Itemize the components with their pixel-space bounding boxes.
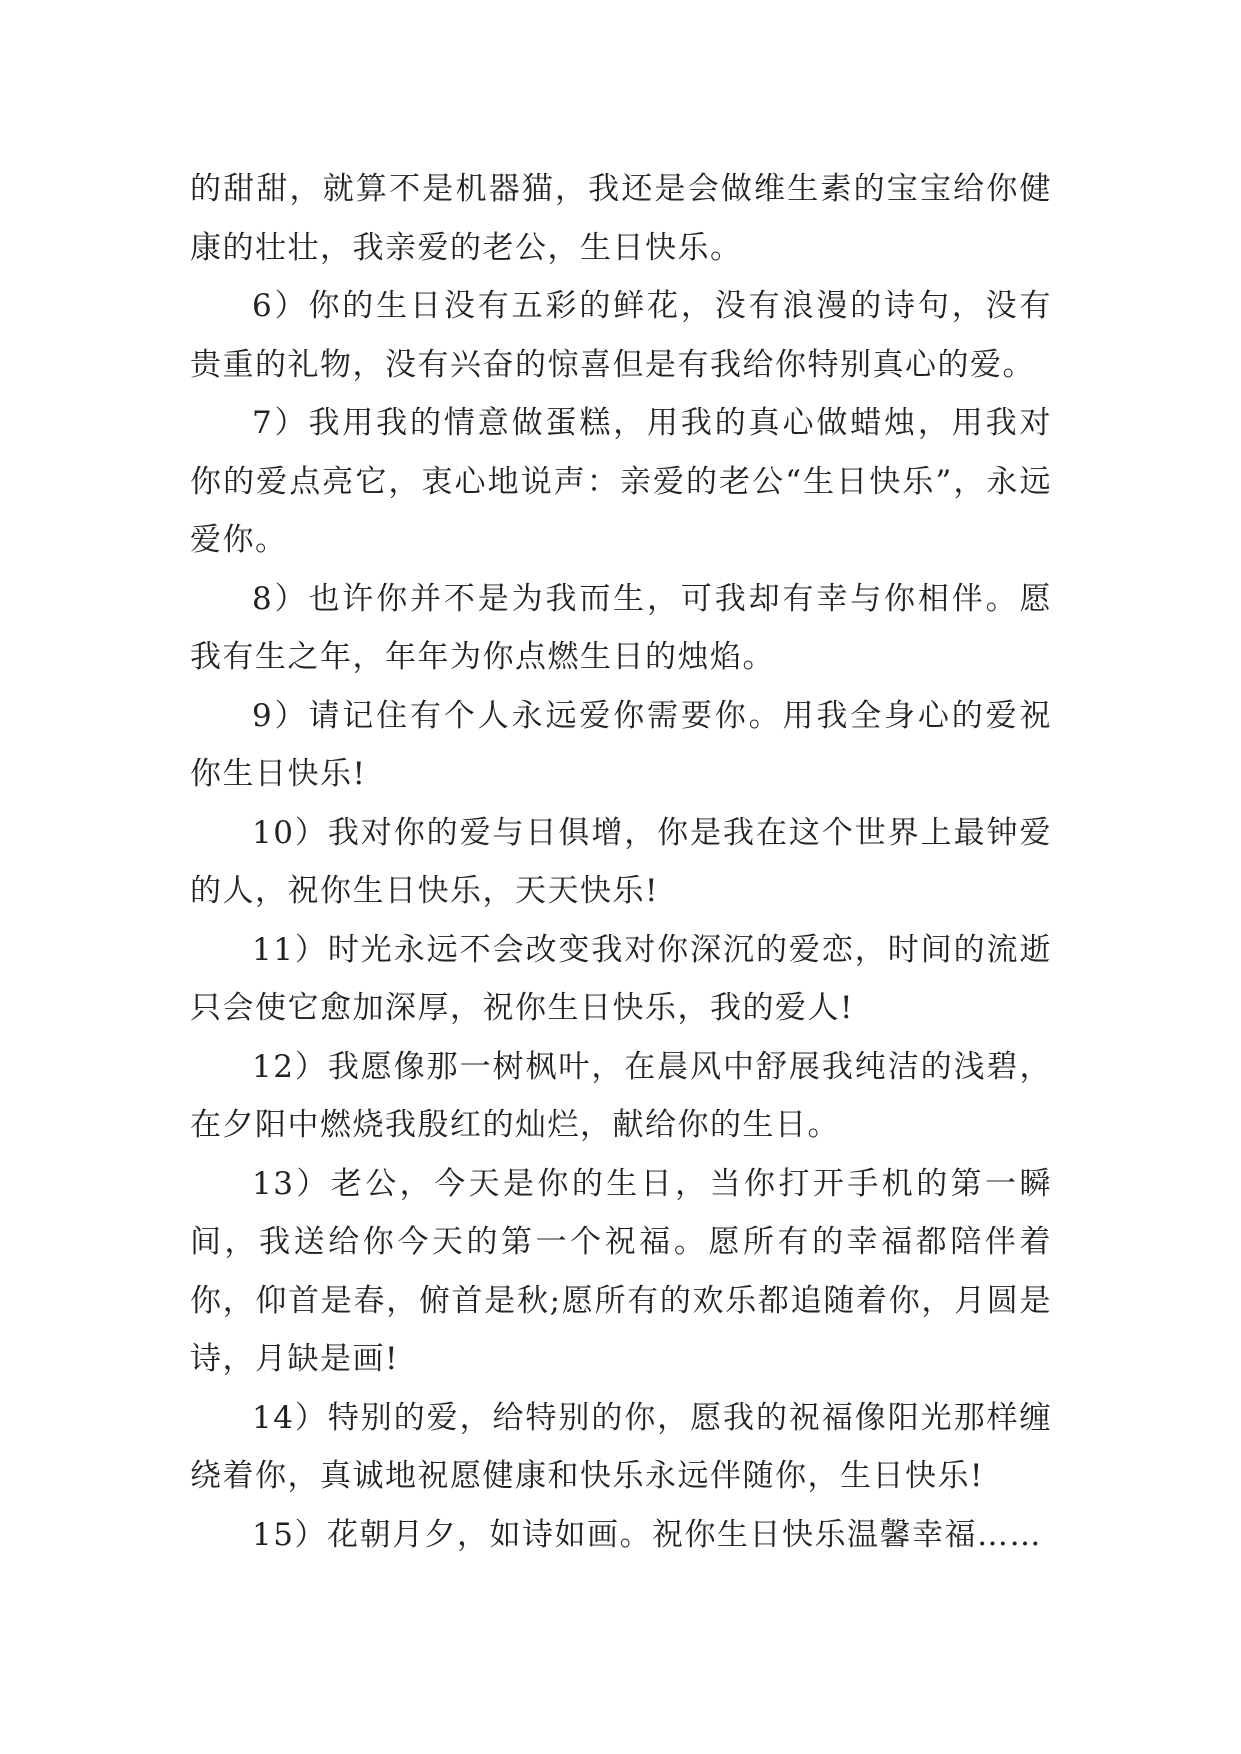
- paragraph-wish-12: 12）我愿像那一树枫叶，在晨风中舒展我纯洁的浅碧，在夕阳中燃烧我殷红的灿烂，献给你的生日。: [190, 1048, 1052, 1143]
- paragraph-continuation: 的甜甜，就算不是机器猫，我还是会做维生素的宝宝给你健康的壮壮，我亲爱的老公，生日快乐。: [190, 171, 1052, 266]
- document-body: [190, 160, 1052, 1564]
- paragraph-wish-13: 13）老公，今天是你的生日，当你打开手机的第一瞬间，我送给你今天的第一个祝福。愿所有的幸福都陪伴着你，仰首是春，俯首是秋;愿所有的欢乐都追随着你，月圆是诗，月缺是画!: [190, 1165, 1052, 1377]
- paragraph-wish-8: 8）也许你并不是为我而生，可我却有幸与你相伴。愿我有生之年，年年为你点燃生日的烛焰。: [190, 580, 1052, 675]
- paragraph-wish-15: 15）花朝月夕，如诗如画。祝你生日快乐温馨幸福……: [252, 1516, 1042, 1553]
- paragraph-wish-9: 9）请记住有个人永远爱你需要你。用我全身心的爱祝你生日快乐!: [190, 697, 1052, 792]
- paragraph-wish-6: 6）你的生日没有五彩的鲜花，没有浪漫的诗句，没有贵重的礼物，没有兴奋的惊喜但是有我给你特别真心的爱。: [190, 288, 1052, 383]
- paragraph-wish-10: 10）我对你的爱与日俱增，你是我在这个世界上最钟爱的人，祝你生日快乐，天天快乐!: [190, 814, 1052, 909]
- paragraph-wish-11: 11）时光永远不会改变我对你深沉的爱恋，时间的流逝只会使它愈加深厚，祝你生日快乐，我的爱人!: [190, 931, 1052, 1026]
- paragraph-wish-7: 7）我用我的情意做蛋糕，用我的真心做蜡烛，用我对你的爱点亮它，衷心地说声：亲爱的老公“生日快乐”，永远爱你。: [190, 405, 1052, 558]
- paragraph-wish-14: 14）特别的爱，给特别的你，愿我的祝福像阳光那样缠绕着你，真诚地祝愿健康和快乐永远伴随你，生日快乐!: [190, 1399, 1052, 1494]
